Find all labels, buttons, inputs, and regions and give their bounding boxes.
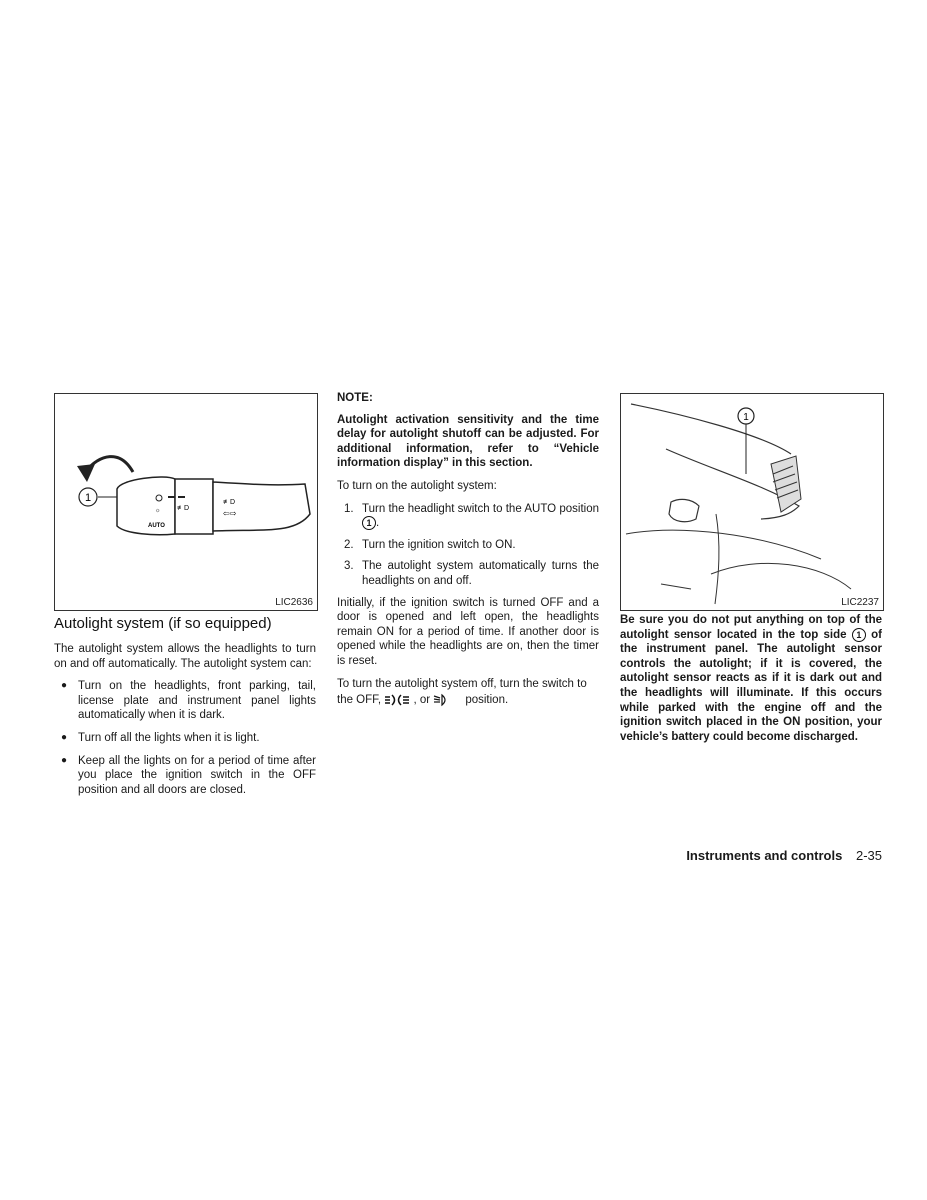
steps-list bbox=[337, 502, 599, 589]
page-footer bbox=[686, 848, 882, 863]
turn-off-positions: the OFF, , or position. bbox=[337, 694, 509, 707]
callout-1: 1 bbox=[743, 412, 749, 423]
headlight-icon bbox=[433, 693, 449, 707]
footer-section-title: Instruments and controls bbox=[686, 848, 843, 863]
list-item: ● Keep all the lights on for a period of time after you place the ignition switch in the OFF position and all doors are closed. bbox=[54, 754, 316, 798]
list-item: ● Turn on the headlights, front parking, tail, license plate and instrument panel lights automatically when it is dark. bbox=[54, 679, 316, 723]
capability-list bbox=[54, 679, 316, 797]
initially-paragraph: Initially, if the ignition switch is turned OFF and a door is opened and left open, the headlights remain ON for a period of time. If another door is opened while the headlights are on, then the timer is reset. bbox=[337, 596, 599, 667]
column-middle bbox=[337, 391, 599, 716]
step-text: Turn the ignition switch to ON. bbox=[362, 538, 516, 551]
figure-code: LIC2636 bbox=[275, 597, 313, 608]
list-item: 2. Turn the ignition switch to ON. bbox=[344, 538, 516, 551]
stalk-auto-label: AUTO bbox=[148, 523, 165, 529]
intro-paragraph: The autolight system allows the headlights to turn on and off automatically. The autolight system can: bbox=[54, 643, 316, 670]
autolight-sensor-illustration bbox=[621, 394, 883, 610]
list-item: ● Turn off all the lights when it is light. bbox=[54, 731, 316, 746]
list-item: 3. The autolight system automatically turns the headlights on and off. bbox=[344, 560, 599, 587]
headlight-switch-illustration bbox=[55, 394, 317, 610]
parking-light-icon bbox=[384, 693, 410, 707]
column-left bbox=[54, 615, 316, 805]
page-number: 2-35 bbox=[855, 848, 882, 863]
column-right bbox=[620, 613, 882, 752]
figure-code: LIC2237 bbox=[841, 597, 879, 608]
callout-1: 1 bbox=[362, 516, 376, 530]
svg-text:☼: ☼ bbox=[155, 508, 161, 514]
note-text: Autolight activation sensitivity and the time delay for autolight shutoff can be adjusted. For additional information, refer to “Vehicle information display” in this section. bbox=[337, 413, 599, 470]
section-heading: Autolight system (if so equipped) bbox=[54, 615, 272, 632]
turn-on-intro: To turn on the autolight system: bbox=[337, 479, 497, 492]
figure-autolight-sensor bbox=[620, 393, 884, 611]
svg-text:⇦⇨: ⇦⇨ bbox=[223, 509, 237, 518]
note-label: NOTE: bbox=[337, 392, 373, 404]
rotate-arrow-icon bbox=[77, 464, 95, 482]
list-item: 1. Turn the headlight switch to the AUTO position 1 . bbox=[344, 502, 599, 530]
callout-1: 1 bbox=[852, 628, 866, 642]
figure-headlight-switch bbox=[54, 393, 318, 611]
svg-text:≢D: ≢D bbox=[223, 499, 236, 506]
svg-text:≢D: ≢D bbox=[177, 505, 190, 512]
turn-off-paragraph: To turn the autolight system off, turn the switch to bbox=[337, 677, 587, 690]
callout-1: 1 bbox=[84, 492, 92, 504]
step-text: The autolight system automatically turns the headlights on and off. bbox=[362, 560, 599, 587]
step-text: Turn the headlight switch to the AUTO position bbox=[362, 502, 599, 515]
warning-paragraph: Be sure you do not put anything on top of the autolight sensor located in the top side 1 of the instrument panel. The autolight sensor controls the autolight; if it is covered, the autolight sensor reacts as if it is dark out and the headlights will illuminate. If this occurs while parked with the engine off and the ignition switch placed in the ON position, your vehicle’s battery could become discharged. bbox=[620, 614, 882, 743]
